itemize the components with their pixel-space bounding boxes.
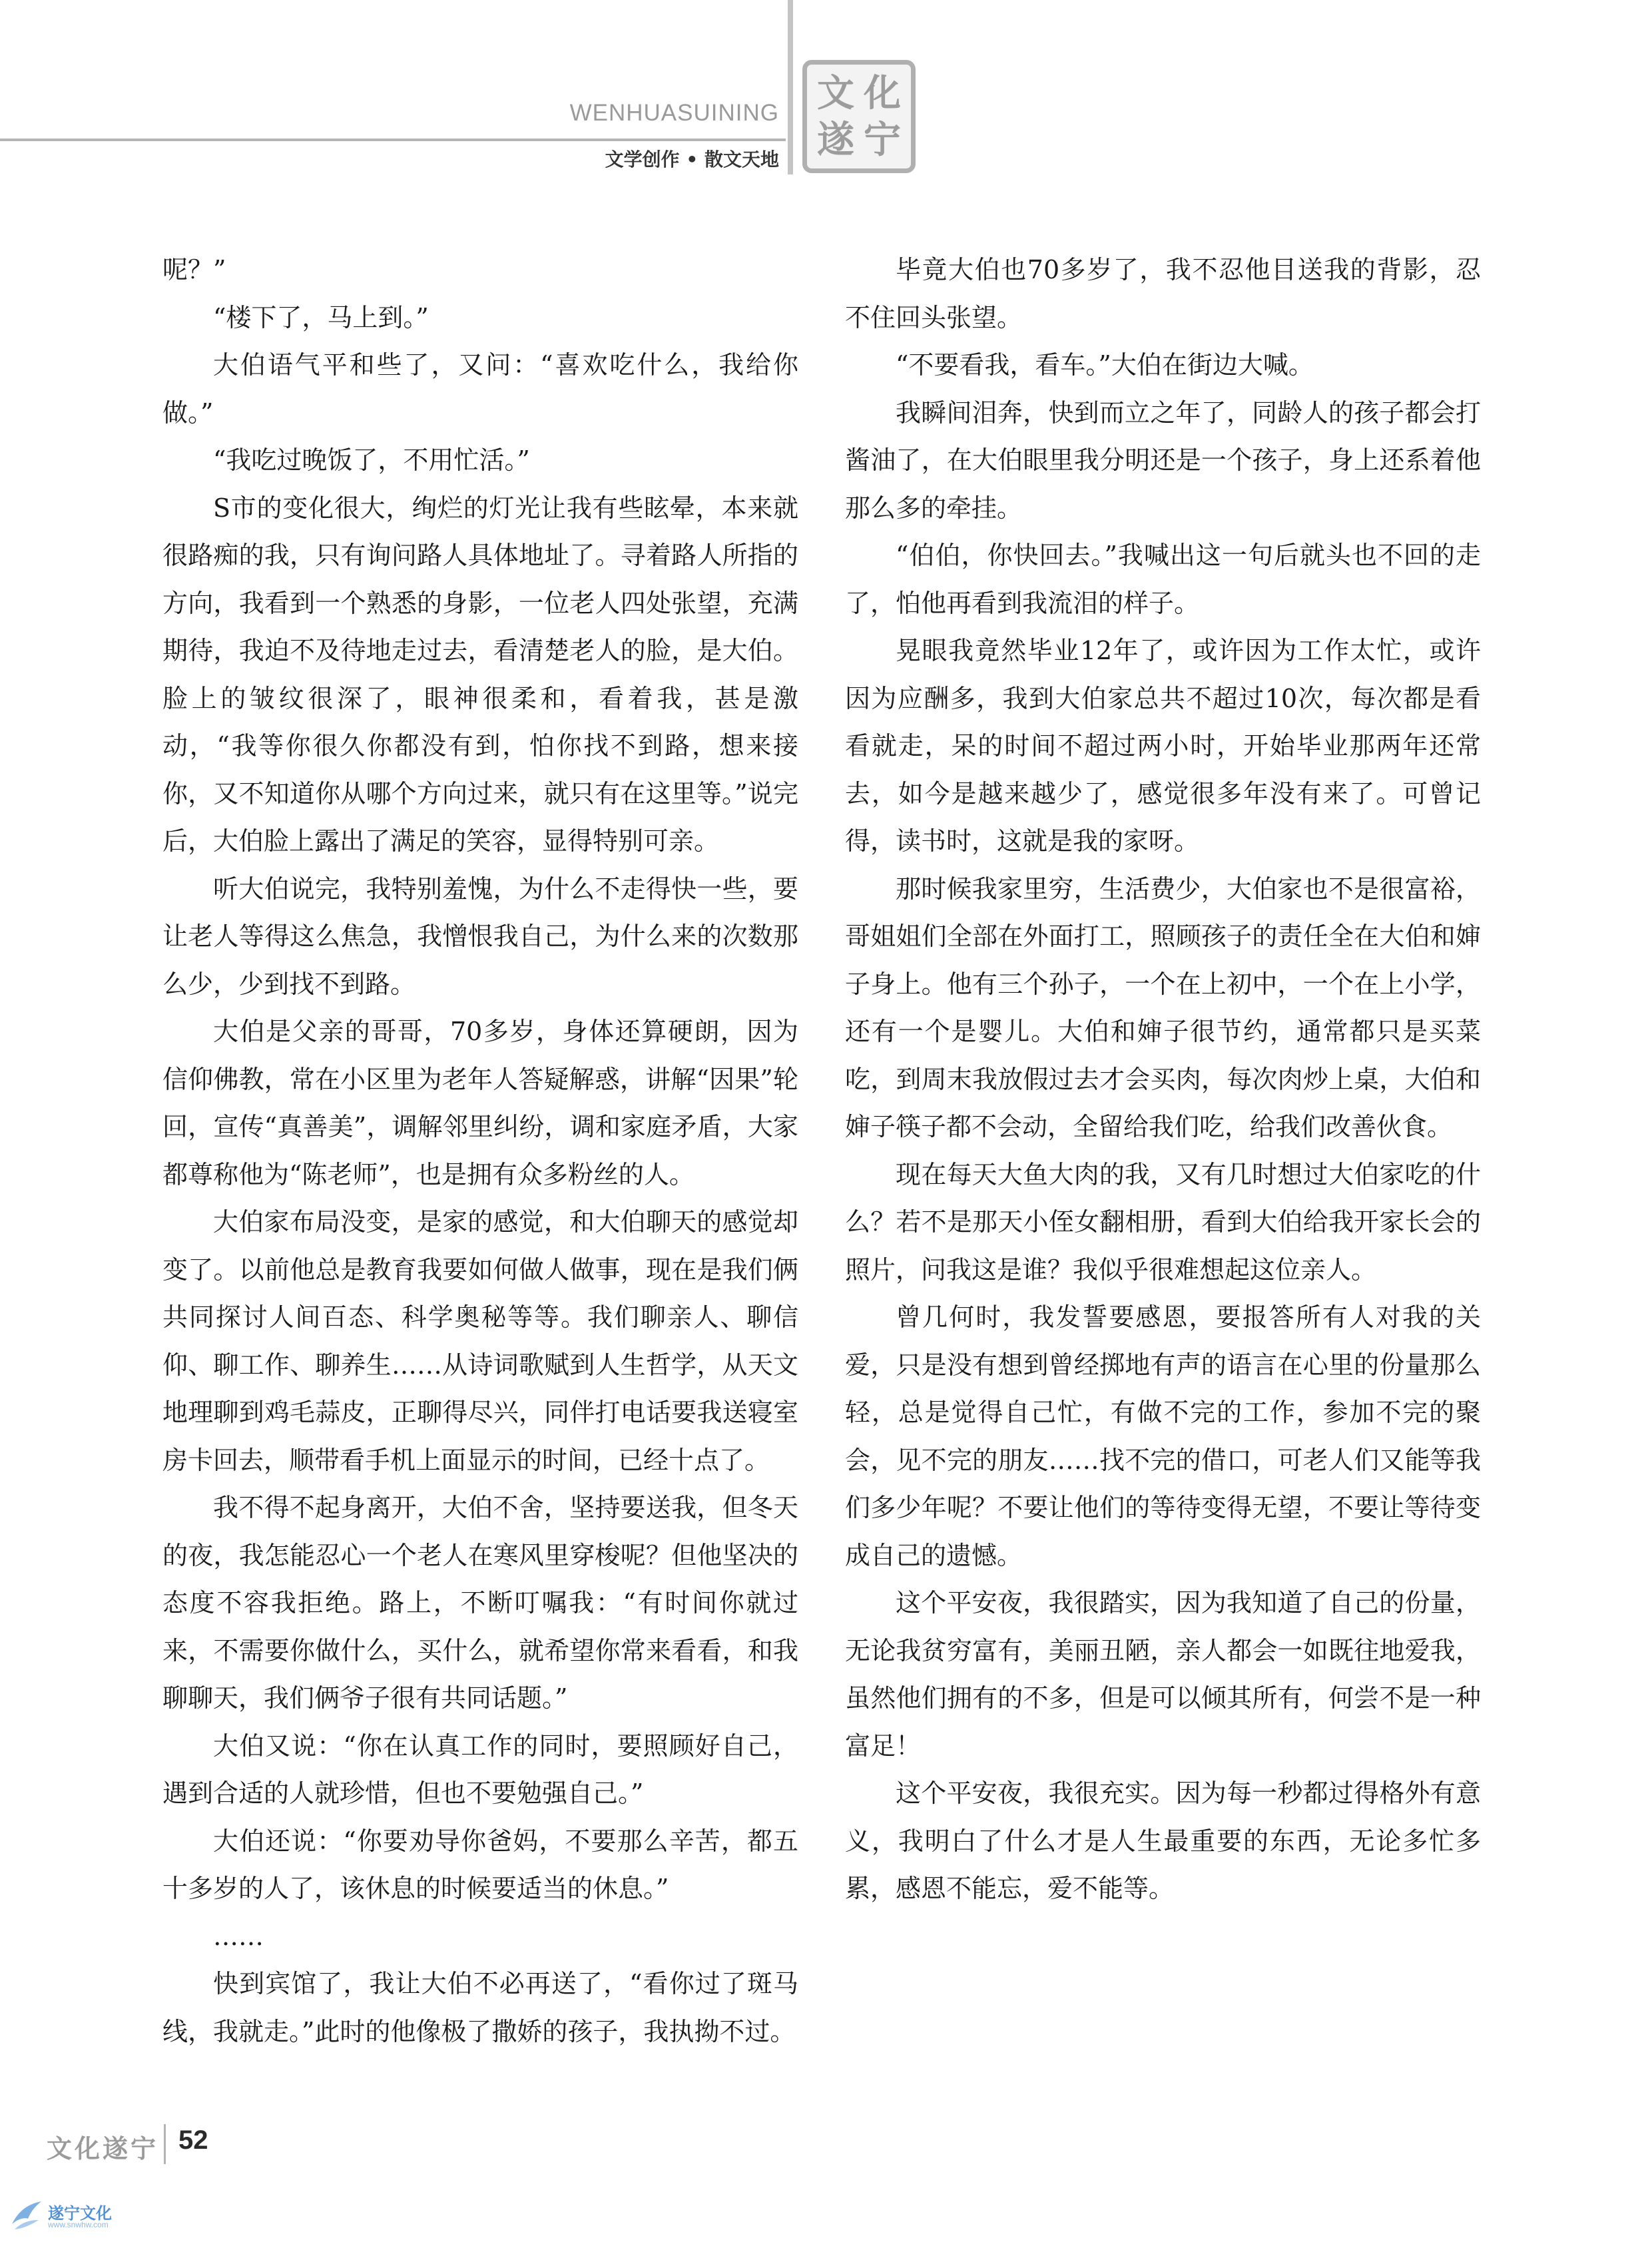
paragraph: 大伯又说：“你在认真工作的同时，要照顾好自己，遇到合适的人就珍惜，但也不要勉强自己。”: [162, 1731, 798, 1808]
seal-char: 文: [817, 71, 854, 115]
paragraph: 我不得不起身离开，大伯不舍，坚持要送我，但冬天的夜，我怎能忍心一个老人在寒风里穿梭呢？但他坚决的态度不容我拒绝。路上，不断叮嘱我：“有时间你就过来，不需要你做什么，买什么，就希望你常来看看，和我聊聊天，我们俩爷子很有共同话题。”: [162, 1493, 798, 1713]
paragraph: 大伯家布局没变，是家的感觉，和大伯聊天的感觉却变了。以前他总是教育我要如何做人做事，现在是我们俩共同探讨人间百态、科学奥秘等等。我们聊亲人、聊信仰、聊工作、聊养生……从诗词歌赋到人生哲学，从天文地理聊到鸡毛蒜皮，正聊得尽兴，同伴打电话要我送寝室房卡回去，顺带看手机上面显示的时间，已经十点了。: [162, 1207, 798, 1475]
header-rule: [0, 139, 786, 141]
paragraph: 这个平安夜，我很踏实，因为我知道了自己的份量，无论我贫穷富有，美丽丑陋，亲人都会一如既往地爱我，虽然他们拥有的不多，但是可以倾其所有，何尝不是一种富足！: [845, 1588, 1481, 1761]
ellipsis-line: ……: [213, 1921, 264, 1951]
paragraph: “伯伯，你快回去。”我喊出这一句后就头也不回的走了，怕他再看到我流泪的样子。: [845, 541, 1481, 618]
paragraph: 大伯是父亲的哥哥，70多岁，身体还算硬朗，因为信仰佛教，常在小区里为老年人答疑解惑，讲解“因果”轮回，宣传“真善美”，调解邻里纠纷，调和家庭矛盾，大家都尊称他为“陈老师”，也是拥有众多粉丝的人。: [162, 1017, 798, 1189]
magazine-seal-logo: [802, 60, 916, 173]
page-number: 52: [178, 2125, 208, 2155]
watermark: [8, 2197, 141, 2237]
footer-divider: [164, 2124, 166, 2164]
wing-icon: [8, 2197, 45, 2235]
paragraph: 曾几何时，我发誓要感恩，要报答所有人对我的关爱，只是没有想到曾经掷地有声的语言在心里的份量那么轻，总是觉得自己忙，有做不完的工作，参加不完的聚会，见不完的朋友……找不完的借口，可老人们又能等我们多少年呢？不要让他们的等待变得无望，不要让等待变成自己的遗憾。: [845, 1302, 1481, 1570]
paragraph: 大伯还说：“你要劝导你爸妈，不要那么辛苦，都五十多岁的人了，该休息的时候要适当的休息。”: [162, 1826, 798, 1903]
paragraph: 那时候我家里穷，生活费少，大伯家也不是很富裕，哥姐姐们全部在外面打工，照顾孩子的责任全在大伯和婶子身上。他有三个孙子，一个在上初中，一个在上小学，还有一个是婴儿。大伯和婶子很节约，通常都只是买菜吃，到周末我放假过去才会买肉，每次肉炒上桌，大伯和婶子筷子都不会动，全留给我们吃，给我们改善伙食。: [845, 874, 1481, 1141]
watermark-url: www.snwhw.com: [48, 2220, 109, 2229]
paragraph: 毕竟大伯也70多岁了，我不忍他目送我的背影，忍不住回头张望。: [845, 255, 1481, 332]
seal-char: 宁: [864, 118, 901, 162]
seal-char: 化: [864, 71, 901, 115]
header-vertical-rule: [788, 0, 793, 174]
paragraph: 这个平安夜，我很充实。因为每一秒都过得格外有意义，我明白了什么才是人生最重要的东西，无论多忙多累，感恩不能忘，爱不能等。: [845, 1779, 1481, 1903]
paragraph: 晃眼我竟然毕业12年了，或许因为工作太忙，或许因为应酬多，我到大伯家总共不超过10次，每次都是看看就走，呆的时间不超过两小时，开始毕业那两年还常去，如今是越来越少了，感觉很多年没有来了。可曾记得，读书时，这就是我的家呀。: [845, 636, 1481, 856]
seal-char: 遂: [817, 118, 854, 162]
paragraph: 我瞬间泪奔，快到而立之年了，同龄人的孩子都会打酱油了，在大伯眼里我分明还是一个孩子，身上还系着他那么多的牵挂。: [845, 398, 1481, 523]
paragraph: 快到宾馆了，我让大伯不必再送了，“看你过了斑马线，我就走。”此时的他像极了撒娇的孩子，我执拗不过。: [162, 1969, 798, 2046]
right-text-column: [845, 246, 1481, 1913]
left-text-column: [162, 246, 798, 2056]
paragraph: 呢？”: [162, 255, 226, 284]
paragraph: 现在每天大鱼大肉的我，又有几时想过大伯家吃的什么？若不是那天小侄女翻相册，看到大伯给我开家长会的照片，问我这是谁？我似乎很难想起这位亲人。: [845, 1159, 1481, 1284]
watermark-title: 遂宁文化: [48, 2204, 112, 2223]
paragraph: 听大伯说完，我特别羞愧，为什么不走得快一些，要让老人等得这么焦急，我憎恨我自己，为什么来的次数那么少，少到找不到路。: [162, 874, 798, 999]
section-title: 文学创作 • 散文天地: [605, 148, 779, 170]
paragraph: 大伯语气平和些了，又问：“喜欢吃什么，我给你做。”: [162, 350, 798, 427]
footer-logo: 文化遂宁: [47, 2133, 159, 2163]
paragraph: “楼下了，马上到。”: [213, 302, 429, 332]
paragraph: “不要看我，看车。”大伯在街边大喊。: [896, 350, 1314, 380]
paragraph: S市的变化很大，绚烂的灯光让我有些眩晕，本来就很路痴的我，只有询问路人具体地址了。寻着路人所指的方向，我看到一个熟悉的身影，一位老人四处张望，充满期待，我迫不及待地走过去，看清楚老人的脸，是大伯。脸上的皱纹很深了，眼神很柔和，看着我，甚是激动，“我等你很久你都没有到，怕你找不到路，想来接你，又不知道你从哪个方向过来，就只有在这里等。”说完后，大伯脸上露出了满足的笑容，显得特别可亲。: [162, 493, 798, 856]
paragraph: “我吃过晚饭了，不用忙活。”: [213, 445, 530, 475]
header-brand: WENHUASUINING: [569, 100, 779, 126]
